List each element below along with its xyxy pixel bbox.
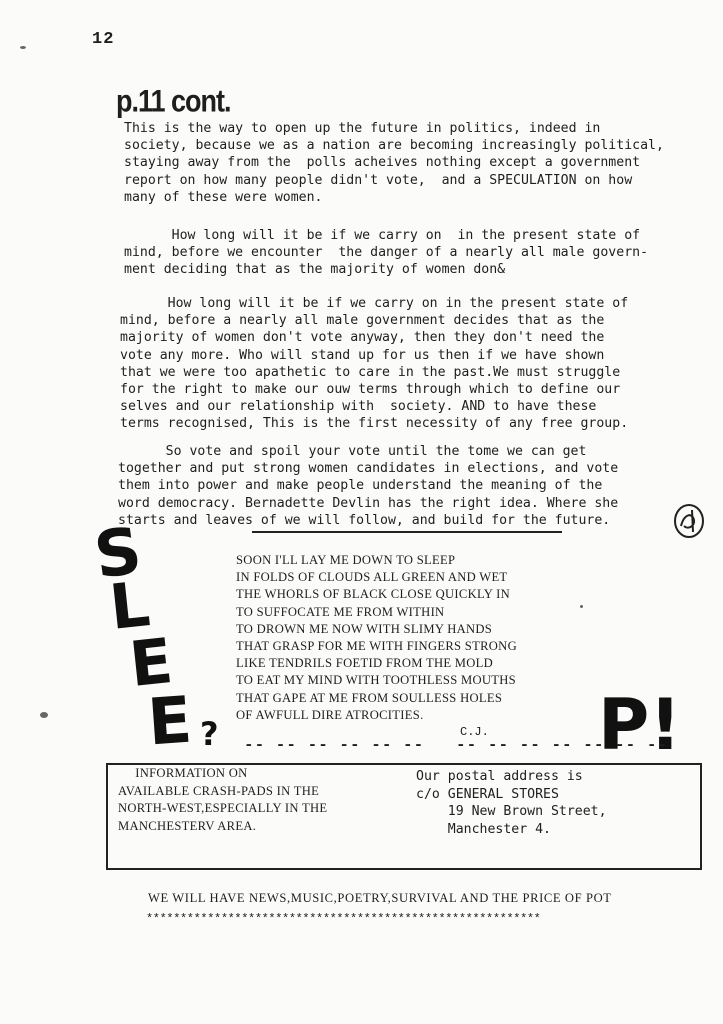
sleep-letter-e2: E: [145, 683, 195, 761]
handwritten-signature-icon: [672, 500, 706, 540]
paragraph-1: This is the way to open up the future in politics, indeed in society, because we as a nation are becoming increasingly political, staying away from the polls acheives nothing except a government report on how many people didn't vote, and a SPECULATION on how many of these were women.: [124, 121, 664, 205]
sleep-question-mark: ?: [200, 715, 219, 753]
poem-dashes: -- -- -- -- -- -- -- -- -- -- -- -- --: [244, 736, 669, 754]
sleep-letter-e1: E: [126, 623, 177, 702]
crash-pads-info: INFORMATION ON AVAILABLE CRASH-PADS IN THE NORTH-WEST,ESPECIALLY IN THE MANCHESTERV AREA.: [118, 766, 328, 833]
divider-rule: [252, 531, 562, 533]
sleep-letter-p-exclaim: P!: [598, 684, 682, 766]
paragraph-3: How long will it be if we carry on in the present state of mind, before a nearly all male government decides that as the majority of women don't vote anyway, then they don't need the vote any more. Who will stand up for us then if we have shown that we were too apathetic to care in the past.We must struggle for the right to make our ouw terms through which to define our selves and our relationship with society. AND to have these terms recognised, This is the first necessity of any free group.: [120, 296, 629, 432]
footer-stars: **********************************************************: [146, 912, 541, 926]
page-heading: p.11 cont.: [116, 84, 231, 119]
footer-news-line: WE WILL HAVE NEWS,MUSIC,POETRY,SURVIVAL AND THE PRICE OF POT: [148, 891, 612, 905]
paragraph-2: How long will it be if we carry on in the present state of mind, before we encounter the danger of a nearly all male govern- ment deciding that as the majority of women don&: [124, 228, 649, 278]
sleep-letter-l: L: [106, 567, 154, 644]
paper-speck: [580, 605, 583, 608]
poem-signature: C.J.: [460, 725, 489, 739]
paper-speck: [40, 712, 48, 718]
paper-speck: [20, 46, 26, 49]
postal-address: Our postal address is c/o GENERAL STORES 19 New Brown Street, Manchester 4.: [416, 769, 607, 837]
sleep-letter-s: S: [90, 514, 147, 594]
paragraph-4: So vote and spoil your vote until the tome we can get together and put strong women candidates in elections, and vote them into power and make people understand the meaning of the word democracy. Bernadette Devlin has the right idea. Where she starts and leaves of we will follow, and build for the future.: [118, 444, 619, 528]
page-number: 12: [92, 30, 115, 49]
poem-text: SOON I'LL LAY ME DOWN TO SLEEP IN FOLDS OF CLOUDS ALL GREEN AND WET THE WHORLS OF BLACK CLOSE QUICKLY IN TO SUFFOCATE ME FROM WITHIN TO DROWN ME NOW WITH SLIMY HANDS THAT GRASP FOR ME WITH FINGERS STRONG LIKE TENDRILS FOETID FROM THE MOLD TO EAT MY MIND WITH TOOTHLESS MOUTHS THAT GAPE AT ME FROM SOULLESS HOLES OF AWFULL DIRE ATROCITIES.: [236, 553, 517, 722]
